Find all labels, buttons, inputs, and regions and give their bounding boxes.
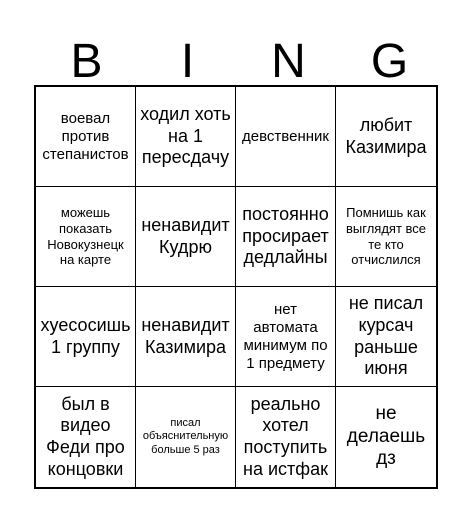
bingo-cell-text: любит Казимира xyxy=(345,114,427,157)
bingo-title xyxy=(36,34,440,90)
bingo-cell[interactable] xyxy=(336,287,436,387)
title-letter-i: I xyxy=(180,35,195,88)
bingo-cell-text: хуесосишь 1 группу xyxy=(40,314,131,357)
bingo-cell-text: писал объяснительную больше 5 раз xyxy=(142,417,229,456)
bingo-cell[interactable] xyxy=(236,187,336,287)
bingo-cell-text: не писал курсач раньше июня xyxy=(348,293,424,379)
bingo-cell-text: воевал против степанистов xyxy=(42,109,129,163)
bingo-cell-text: ненавидит Кудрю xyxy=(141,214,230,257)
bingo-cell[interactable] xyxy=(136,187,236,287)
bingo-cell-text: был в видео Феди про концовки xyxy=(46,393,125,479)
bingo-cell-text: Помнишь как выглядят все те кто отчислился xyxy=(345,205,426,268)
bingo-cell[interactable] xyxy=(236,287,336,387)
title-letter-b: B xyxy=(70,35,103,88)
bingo-cell[interactable] xyxy=(336,87,436,187)
bingo-cell[interactable] xyxy=(336,387,436,487)
title-letter-g: G xyxy=(370,35,409,88)
title-letter-n: N xyxy=(271,35,306,88)
bingo-cell[interactable] xyxy=(136,387,236,487)
bingo-cell-text: девственник xyxy=(242,127,329,145)
bingo-cell[interactable] xyxy=(336,187,436,287)
bingo-cell[interactable] xyxy=(36,287,136,387)
bingo-cell-text: ходил хоть на 1 пересдачу xyxy=(140,104,231,168)
bingo-cell-text: не делаешь дз xyxy=(346,402,426,470)
bingo-cell-text: постоянно просирает дедлайны xyxy=(242,204,329,268)
bingo-cell[interactable] xyxy=(136,87,236,187)
bingo-cell-text: нет автомата минимум по 1 предмету xyxy=(243,300,328,372)
bingo-cell[interactable] xyxy=(36,387,136,487)
bingo-cell-text: можешь показать Новокузнецк на карте xyxy=(47,205,124,268)
bingo-card-grid xyxy=(34,85,438,489)
bingo-cell[interactable] xyxy=(36,87,136,187)
bingo-cell-text: реально хотел поступить на истфак xyxy=(243,393,328,479)
bingo-cell[interactable] xyxy=(236,387,336,487)
bingo-cell[interactable] xyxy=(36,187,136,287)
bingo-cell[interactable] xyxy=(236,87,336,187)
bingo-cell-text: ненавидит Казимира xyxy=(141,314,230,357)
bingo-cell[interactable] xyxy=(136,287,236,387)
